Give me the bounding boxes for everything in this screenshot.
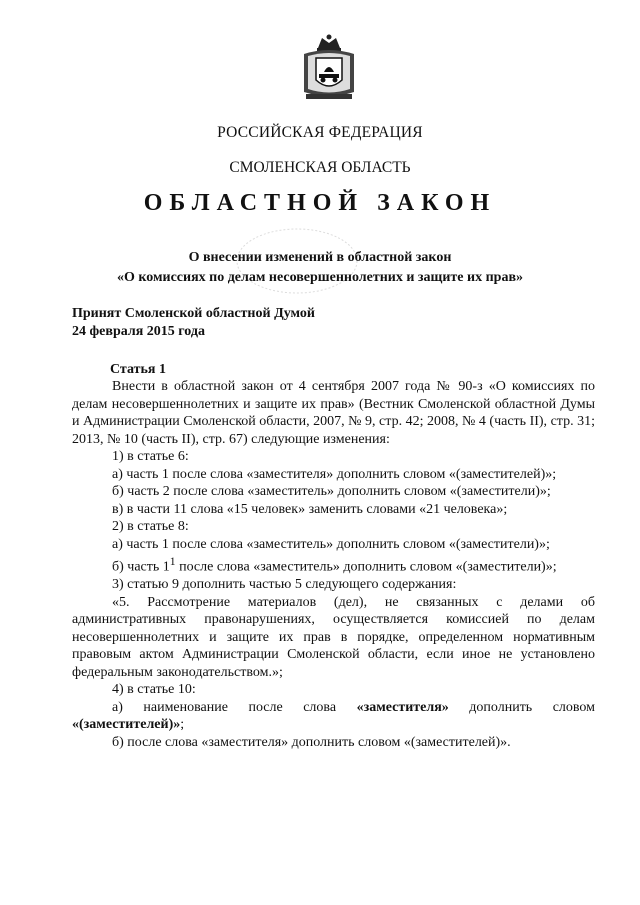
article-title: Статья 1 <box>110 362 166 377</box>
item-2b-superscript: 1 <box>169 555 176 568</box>
item-4a-bold-addition: «(заместителей)» <box>72 717 181 733</box>
article-body <box>72 378 595 751</box>
item-1: 1) в статье 6: <box>112 449 189 464</box>
item-1a: а) часть 1 после слова «заместителя» дополнить словом «(заместителей)»; <box>112 466 557 482</box>
item-2b-post: после слова «заместитель» дополнить словом «(заместители)»; <box>175 559 557 575</box>
item-2b-pre: б) часть 1 <box>112 559 170 575</box>
item-2: 2) в статье 8: <box>112 519 189 534</box>
law-title-line-2: «О комиссиях по делам несовершеннолетних и защите их прав» <box>116 270 523 285</box>
country-heading: РОССИЙСКАЯ ФЕДЕРАЦИЯ <box>217 124 423 141</box>
item-1b: б) часть 2 после слова «заместитель» дополнить словом «(заместители)»; <box>112 484 551 499</box>
item-3-quote: «5. Рассмотрение материалов (дел), не связанных с делами об административных правонарушениях, осуществляется комиссией по делам несовершеннолетних и защите их прав в порядке, определенном нормативным правовым актом Администрации Смоленской области, если иное не установлено федеральным законодательством.»; <box>72 594 595 680</box>
item-4a <box>72 699 595 734</box>
item-1c: в) в части 11 слова «15 человек» заменить словами «21 человека»; <box>112 501 508 517</box>
article-intro: Внести в областной закон от 4 сентября 2007 года № 90-з «О комиссиях по делам несовершеннолетних и защите их прав» (Вестник Смоленской областной Думы и Администрации Смоленской области, 2007, № 9, стр. 42; 2008, № 4 (часть II), стр. 31; 2013, № 10 (часть II), стр. 67) следующие изменения: <box>72 379 595 447</box>
item-2a: а) часть 1 после слова «заместитель» дополнить словом «(заместители)»; <box>112 536 550 552</box>
item-4: 4) в статье 10: <box>112 682 196 698</box>
adoption-date: 24 февраля 2015 года <box>72 324 205 339</box>
item-4a-post: ; <box>180 717 185 733</box>
document-type-heading: ОБЛАСТНОЙ ЗАКОН <box>143 190 497 216</box>
item-4a-mid: дополнить словом <box>448 699 595 715</box>
item-4a-pre: а) наименование после слова <box>112 699 357 715</box>
item-4b: б) после слова «заместителя» дополнить словом «(заместителей)». <box>112 734 511 750</box>
coat-of-arms-emblem <box>294 34 364 104</box>
adoption-body: Принят Смоленской областной Думой <box>72 306 315 321</box>
item-4a-bold-word: «заместителя» <box>356 699 449 715</box>
item-2b <box>72 553 595 576</box>
law-title-line-1: О внесении изменений в областной закон <box>188 250 452 265</box>
region-heading: СМОЛЕНСКАЯ ОБЛАСТЬ <box>229 159 411 176</box>
item-3: 3) статью 9 дополнить частью 5 следующего содержания: <box>112 577 457 593</box>
